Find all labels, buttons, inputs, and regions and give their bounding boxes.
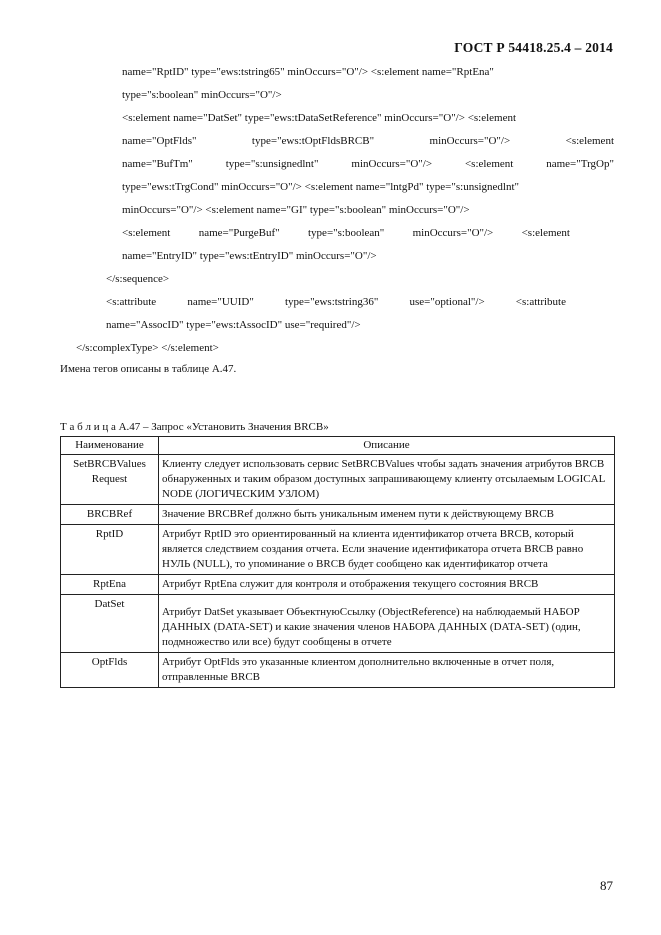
table-caption: Т а б л и ц а А.47 – Запрос «Установить Значения BRCB»: [60, 421, 329, 433]
code-line: [106, 295, 566, 309]
code-token: <s:attribute: [106, 296, 157, 308]
code-token: <s:element: [565, 135, 614, 147]
code-token: type="ews:tstring36": [284, 296, 379, 308]
code-line: </s:complexType> </s:element>: [76, 342, 219, 354]
code-line: name="AssocID" type="ews:tAssocID" use="required"/>: [106, 319, 361, 331]
row-description: Атрибут RptID это ориентированный на клиента идентификатор отчета BRCB, который является следствием создания отчета. Если значение идентификатора отчета BRCB равно НУЛЬ (NULL), то упоминание о BRCB будет сообщено как идентификатор отчета: [159, 525, 615, 575]
code-token: name="PurgeBuf": [198, 227, 280, 239]
code-line: [122, 134, 614, 148]
column-header-name: Наименование: [61, 437, 159, 455]
code-line: minOccurs="O"/> <s:element name="GI" type="s:boolean" minOccurs="O"/>: [122, 204, 470, 216]
code-line: type="ews:tTrgCond" minOccurs="O"/> <s:element name="lntgPd" type="s:unsignedlnt": [122, 181, 520, 193]
table-row: [61, 595, 615, 653]
document-code: ГОСТ Р 54418.25.4 – 2014: [454, 40, 613, 55]
code-line: </s:sequence>: [106, 273, 170, 285]
code-token: <s:element: [464, 158, 514, 170]
table-row: [61, 505, 615, 525]
row-name: OptFlds: [61, 653, 159, 688]
code-token: name="BufTm": [122, 158, 193, 170]
code-token: <s:element: [122, 227, 171, 239]
code-token: name="UUID": [187, 296, 254, 308]
code-line: name="RptID" type="ews:tstring65" minOccurs="O"/> <s:element name="RptEna": [122, 66, 494, 78]
code-token: type="s:boolean": [308, 227, 385, 239]
row-name: SetBRCBValues Request: [61, 455, 159, 505]
code-line: <s:element name="DatSet" type="ews:tDataSetReference" minOccurs="O"/> <s:element: [122, 112, 517, 124]
brcb-table: [60, 436, 615, 688]
code-token: name="OptFlds": [122, 135, 197, 147]
code-token: type="ews:tOptFldsBRCB": [251, 135, 375, 147]
row-description: Атрибут RptEna служит для контроля и отображения текущего состояния BRCB: [159, 575, 615, 595]
column-header-description: Описание: [159, 437, 615, 455]
row-name: RptEna: [61, 575, 159, 595]
code-token: use="optional"/>: [409, 296, 485, 308]
code-token: name="TrgOp": [546, 158, 614, 170]
code-line: [122, 226, 570, 240]
code-token: minOccurs="O"/>: [351, 158, 433, 170]
code-token: <s:element: [521, 227, 570, 239]
row-name: DatSet: [61, 595, 159, 653]
code-line: [122, 157, 614, 171]
code-token: minOccurs="O"/>: [429, 135, 511, 147]
code-token: type="s:unsignedlnt": [225, 158, 319, 170]
row-name: BRCBRef: [61, 505, 159, 525]
code-token: <s:attribute: [515, 296, 566, 308]
row-description: Атрибут OptFlds это указанные клиентом дополнительно включенные в отчет поля, отправленные BRCB: [159, 653, 615, 688]
code-line: name="EntryID" type="ews:tEntryID" minOccurs="O"/>: [122, 250, 377, 262]
row-description: Клиенту следует использовать сервис SetBRCBValues чтобы задать значения атрибутов BRCB обнаруженных и таким образом доступных запрашивающему клиенту отсылаемым LOGICAL NODE (ЛОГИЧЕСКИМ УЗЛОМ): [159, 455, 615, 505]
table-row: [61, 653, 615, 688]
intro-text: Имена тегов описаны в таблице А.47.: [60, 363, 237, 375]
row-name: RptID: [61, 525, 159, 575]
code-line: type="s:boolean" minOccurs="O"/>: [122, 89, 282, 101]
row-description: Значение BRCBRef должно быть уникальным именем пути к действующему BRCB: [159, 505, 615, 525]
table-row: [61, 575, 615, 595]
table-row: [61, 525, 615, 575]
table-header-row: [61, 437, 615, 455]
row-description: Атрибут DatSet указывает ОбъектнуюСсылку (ObjectReference) на наблюдаемый НАБОР ДАННЫХ (DATA-SET) и какие значения членов НАБОРА ДАННЫХ (DATA-SET) (один, подмножество или все) будут сообщены в отчете: [159, 595, 615, 653]
page-number: 87: [600, 878, 613, 893]
table-row: [61, 455, 615, 505]
code-token: minOccurs="O"/>: [412, 227, 494, 239]
